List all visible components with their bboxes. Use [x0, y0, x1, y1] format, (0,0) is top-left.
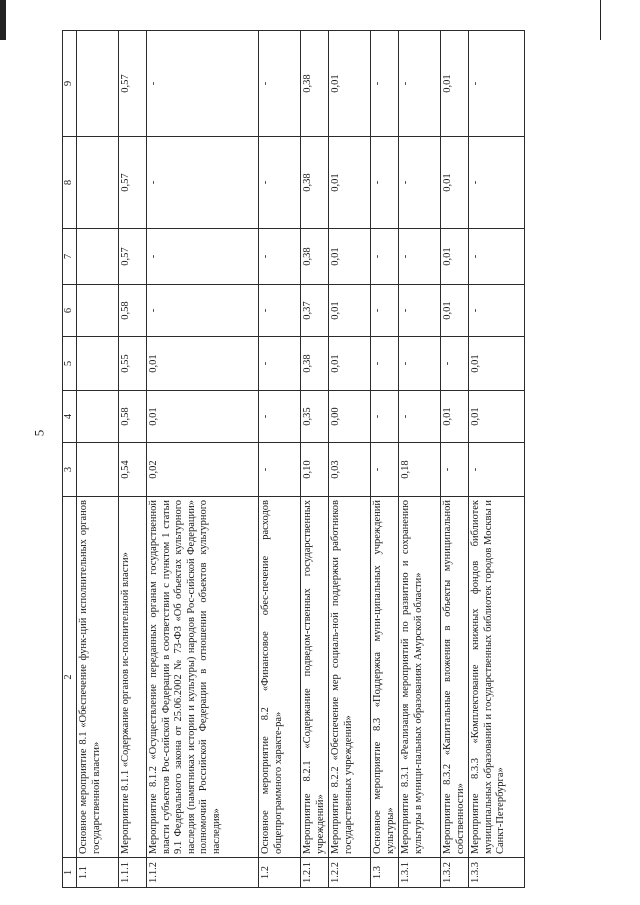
table-body	[77, 31, 525, 888]
value-cell: 0,38	[301, 31, 329, 137]
value-cell: -	[469, 137, 525, 229]
value-cell: -	[259, 337, 301, 391]
table-row	[469, 31, 525, 888]
value-cell: 0,01	[441, 285, 469, 337]
value-cell: 0,01	[329, 137, 371, 229]
activity-name-cell: Мероприятие 8.1.2 «Осуществление переданных органам государственной власти субъектов Рос-сийской Федерации в соответствии с пунктом 1 статьи 9.1 Федерального закона от 25.06.2002 № 73-ФЗ «Об объектах культурного наследия (памятниках истории и культуры) народов Рос-сийской Федерации» полномочий Российской Федерации в отношении объектов культурного наследия»	[147, 497, 259, 858]
value-cell	[77, 285, 119, 337]
value-cell: 0,57	[119, 229, 147, 285]
row-number-cell: 1.2	[259, 858, 301, 888]
value-cell: 0,38	[301, 229, 329, 285]
activity-name-cell: Мероприятие 8.2.1 «Содержание подведом-ственных государственных учреждений»	[301, 497, 329, 858]
value-cell: -	[259, 229, 301, 285]
activity-name-cell: Мероприятие 8.3.1 «Реализация мероприятий по развитию и сохранению культуры в муници-пальных образованиях Амурской области»	[399, 497, 441, 858]
value-cell: -	[259, 443, 301, 497]
activity-name-cell: Мероприятие 8.2.2 «Обеспечение мер социаль-ной поддержки работников государственных учреждений»	[329, 497, 371, 858]
value-cell: 0,02	[147, 443, 259, 497]
value-cell: -	[399, 285, 441, 337]
table-row	[371, 31, 399, 888]
row-number-cell: 1.2.1	[301, 858, 329, 888]
value-cell: 0,58	[119, 391, 147, 443]
value-cell: -	[469, 285, 525, 337]
value-cell: 0,57	[119, 137, 147, 229]
value-cell: 0,03	[329, 443, 371, 497]
table-row	[147, 31, 259, 888]
table-row	[301, 31, 329, 888]
value-cell: -	[399, 229, 441, 285]
value-cell: 0,58	[119, 285, 147, 337]
value-cell: -	[259, 391, 301, 443]
value-cell: -	[399, 137, 441, 229]
value-cell: -	[147, 285, 259, 337]
value-cell: 0,01	[329, 285, 371, 337]
value-cell: 0,01	[329, 229, 371, 285]
value-cell: 0,35	[301, 391, 329, 443]
column-header: 1	[63, 858, 77, 888]
value-cell: -	[259, 285, 301, 337]
column-header: 6	[63, 285, 77, 337]
value-cell: -	[259, 137, 301, 229]
column-header: 5	[63, 337, 77, 391]
value-cell: 0,01	[147, 391, 259, 443]
scan-edge-mark	[0, 0, 6, 40]
value-cell: -	[147, 137, 259, 229]
value-cell	[77, 443, 119, 497]
value-cell: -	[469, 31, 525, 137]
column-header: 3	[63, 443, 77, 497]
activity-name-cell: Мероприятие 8.1.1 «Содержание органов ис-полнительной власти»	[119, 497, 147, 858]
row-number-cell: 1.2.2	[329, 858, 371, 888]
value-cell: -	[469, 443, 525, 497]
page-number: 5	[31, 429, 47, 437]
value-cell: -	[371, 229, 399, 285]
value-cell: 0,01	[441, 137, 469, 229]
value-cell: -	[399, 391, 441, 443]
value-cell: 0,01	[441, 31, 469, 137]
activities-table	[62, 30, 525, 888]
column-header: 8	[63, 137, 77, 229]
value-cell: 0,57	[119, 31, 147, 137]
value-cell: 0,01	[147, 337, 259, 391]
column-header: 9	[63, 31, 77, 137]
row-number-cell: 1.1.2	[147, 858, 259, 888]
value-cell	[77, 337, 119, 391]
value-cell: -	[399, 337, 441, 391]
column-number-row	[63, 31, 77, 888]
value-cell: 0,01	[441, 391, 469, 443]
value-cell: 0,01	[469, 337, 525, 391]
row-number-cell: 1.3.3	[469, 858, 525, 888]
scan-edge-mark	[600, 0, 601, 40]
row-number-cell: 1.1	[77, 858, 119, 888]
value-cell: -	[371, 391, 399, 443]
value-cell: -	[147, 229, 259, 285]
value-cell	[77, 391, 119, 443]
activity-name-cell: Основное мероприятие 8.1 «Обеспечение функ-ций исполнительных органов государственной власти»	[77, 497, 119, 858]
row-number-cell: 1.3	[371, 858, 399, 888]
row-number-cell: 1.1.1	[119, 858, 147, 888]
value-cell: -	[259, 31, 301, 137]
activity-name-cell: Основное мероприятие 8.2 «Финансовое обес-печение расходов общепрограммного характе-ра»	[259, 497, 301, 858]
row-number-cell: 1.3.1	[399, 858, 441, 888]
value-cell: -	[147, 31, 259, 137]
value-cell	[77, 137, 119, 229]
column-header: 7	[63, 229, 77, 285]
value-cell: 0,01	[329, 337, 371, 391]
value-cell: 0,18	[399, 443, 441, 497]
value-cell: -	[441, 337, 469, 391]
rotated-table-sheet	[62, 31, 588, 888]
value-cell: 0,01	[469, 391, 525, 443]
column-header: 4	[63, 391, 77, 443]
table-row	[441, 31, 469, 888]
table-row	[259, 31, 301, 888]
value-cell: -	[371, 285, 399, 337]
value-cell: -	[371, 31, 399, 137]
value-cell: -	[371, 137, 399, 229]
value-cell: 0,54	[119, 443, 147, 497]
activity-name-cell: Мероприятие 8.3.3 «Комплектование книжных фондов библиотек муниципальных образований и государственных библиотек городов Москвы и Санкт-Петербурга»	[469, 497, 525, 858]
activity-name-cell: Основное мероприятие 8.3 «Поддержка муни-ципальных учреждений культуры»	[371, 497, 399, 858]
value-cell: 0,55	[119, 337, 147, 391]
value-cell: 0,38	[301, 337, 329, 391]
value-cell: 0,00	[329, 391, 371, 443]
value-cell: 0,38	[301, 137, 329, 229]
table-row	[77, 31, 119, 888]
value-cell: 0,10	[301, 443, 329, 497]
column-header: 2	[63, 497, 77, 858]
value-cell: -	[371, 337, 399, 391]
table-row	[119, 31, 147, 888]
activity-name-cell: Мероприятие 8.3.2 «Капитальные вложения в объекты муниципальной собственности»	[441, 497, 469, 858]
value-cell: -	[469, 229, 525, 285]
row-number-cell: 1.3.2	[441, 858, 469, 888]
value-cell	[77, 31, 119, 137]
value-cell: -	[371, 443, 399, 497]
table-row	[329, 31, 371, 888]
table-row	[399, 31, 441, 888]
value-cell: -	[399, 31, 441, 137]
value-cell: 0,37	[301, 285, 329, 337]
value-cell	[77, 229, 119, 285]
value-cell: 0,01	[441, 229, 469, 285]
value-cell: 0,01	[329, 31, 371, 137]
value-cell: -	[441, 443, 469, 497]
